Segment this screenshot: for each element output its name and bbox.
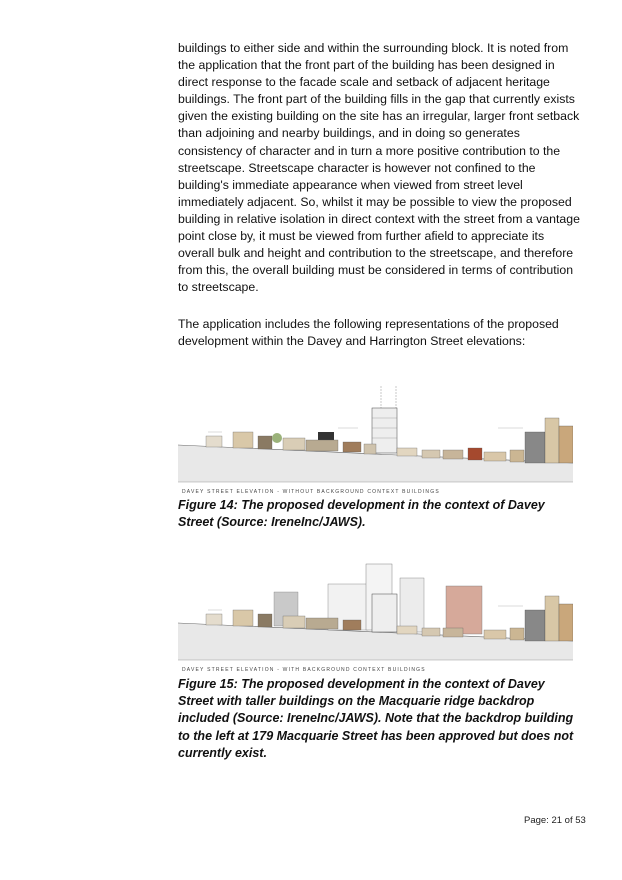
elevation-drawing-1 <box>178 378 573 490</box>
figure-14-drawing-label: DAVEY STREET ELEVATION - WITHOUT BACKGROUND CONTEXT BUILDINGS <box>182 489 440 495</box>
body-paragraph-2: The application includes the following representations of the proposed development within the Davey and Harrington Street elevations: <box>178 317 559 349</box>
elevation-drawing-2 <box>178 556 573 668</box>
figure-15-elevation <box>178 556 573 668</box>
figure-14-elevation <box>178 378 573 490</box>
figure-14-caption: Figure 14: The proposed development in the context of Davey Street (Source: IreneInc/JAWS). <box>178 498 545 530</box>
page-number: Page: 21 of 53 <box>524 815 586 826</box>
figure-15-caption: Figure 15: The proposed development in the context of Davey Street with taller buildings on the Macquarie ridge backdrop included (Source: IreneInc/JAWS). Note that the backdrop building to the left at 179 Macquarie Street has been approved but does not currently exist. <box>178 677 574 760</box>
figure-15-drawing-label: DAVEY STREET ELEVATION - WITH BACKGROUND CONTEXT BUILDINGS <box>182 667 426 673</box>
body-paragraph-1: buildings to either side and within the surrounding block. It is noted from the application that the front part of the building has been designed in direct response to the facade scale and setback of adjacent heritage buildings. The front part of the building fills in the gap that currently exists given the existing building on the site has an irregular, larger front setback than adjoining and nearby buildings, and in doing so generates consistency of character and in turn a more positive contribution to the streetscape. Streetscape character is however not confined to the building's immediate appearance when viewed from street level immediately adjacent. So, whilst it may be possible to view the proposed building in relative isolation in direct context with the street from a vantage point close by, it must be viewed from further afield to appreciate its overall bulk and height and contribution to the streetscape, and therefore from this, the overall building must be considered in terms of contribution to streetscape. <box>178 41 580 295</box>
